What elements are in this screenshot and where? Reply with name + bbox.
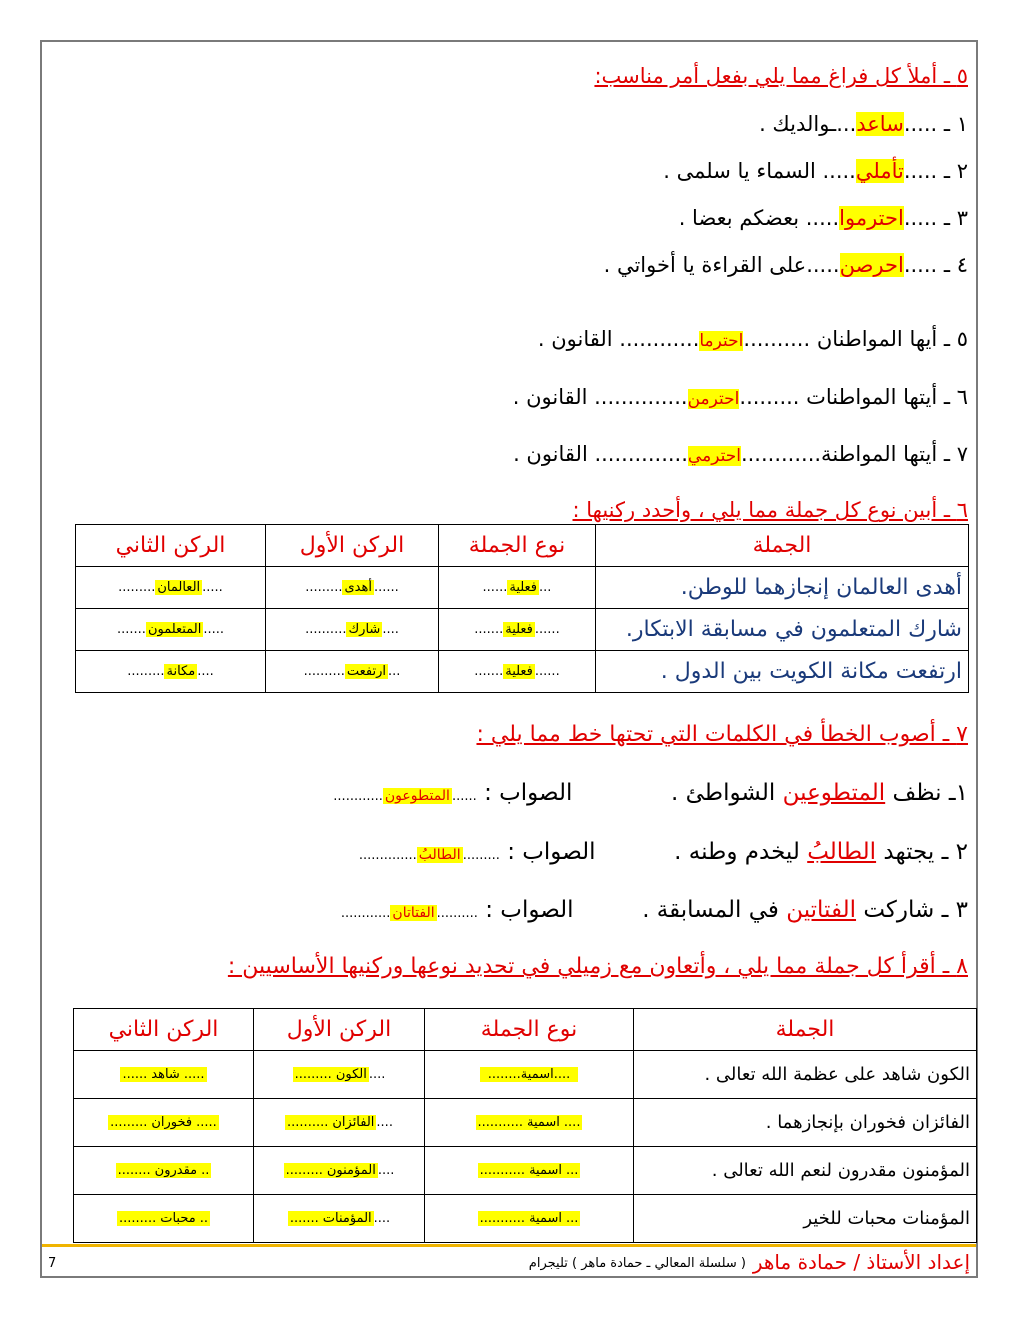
page-number: 7 xyxy=(48,1256,57,1271)
q8-second-2: .....فخوران......... xyxy=(74,1099,254,1147)
q7-wrong-1: المتطوعين xyxy=(782,780,886,806)
q6-type-1: ...فعلية...... xyxy=(439,567,596,609)
worksheet-page xyxy=(40,40,978,1278)
q6-header-second: الركن الثاني xyxy=(76,525,266,567)
table-row xyxy=(76,567,969,609)
q6-title: ٦ ـ أبين نوع كل جملة مما يلي ، وأحدد ركنيها : xyxy=(572,498,968,522)
q5-item-1: ١ ـ .....ساعد...ـوالديك . xyxy=(759,112,968,136)
q6-second-2: .....المتعلمون....... xyxy=(76,609,266,651)
q7-answer-1: المتطوعون xyxy=(384,788,450,804)
q8-type-1: ....اسمية........ xyxy=(425,1051,634,1099)
q8-first-2: ....الفائزان.......... xyxy=(254,1099,425,1147)
q5-item-4: ٤ ـ .....احرصن.....على القراءة يا أخواتي . xyxy=(603,253,968,277)
q6-header-row xyxy=(76,525,969,567)
q5-answer-7: احترمي xyxy=(687,446,741,466)
q7-answer-3: الفتاتان xyxy=(392,905,435,921)
q6-first-3: ...ارتفعت.......... xyxy=(266,651,439,693)
q5-answer-4: احرصن xyxy=(839,253,904,277)
q6-type-2: ......فعلية....... xyxy=(439,609,596,651)
q6-first-2: ....شارك.......... xyxy=(266,609,439,651)
q8-table xyxy=(73,1008,977,1243)
q8-sentence-1: الكون شاهد على عظمة الله تعالى . xyxy=(634,1051,977,1099)
q8-header-sentence: الجملة xyxy=(634,1009,977,1051)
q5-answer-2: تأملي xyxy=(855,159,904,183)
q5-item-7: ٧ ـ أيتها المواطنة............احترمي.............. القانون . xyxy=(513,442,968,466)
q7-item-3: ٣ ـ شاركت الفتاتين في المسابقة . الصواب : ..........الفتاتان............ xyxy=(340,897,968,923)
q6-header-type: نوع الجملة xyxy=(439,525,596,567)
q8-sentence-4: المؤمنات محبات للخير xyxy=(634,1195,977,1243)
q5-item-3: ٣ ـ .....احترموا..... بعضكم بعضا . xyxy=(678,206,968,230)
q7-wrong-2: الطالبُ xyxy=(807,839,877,865)
q6-header-sentence: الجملة xyxy=(596,525,969,567)
q8-header-row xyxy=(74,1009,977,1051)
table-row xyxy=(74,1051,977,1099)
q6-sentence-2: شارك المتعلمون في مسابقة الابتكار. xyxy=(596,609,969,651)
table-row xyxy=(74,1099,977,1147)
q7-wrong-3: الفتاتين xyxy=(786,897,857,923)
q8-type-2: ....اسمية........... xyxy=(425,1099,634,1147)
q5-title: ٥ ـ أملأ كل فراغ مما يلي بفعل أمر مناسب: xyxy=(594,64,968,88)
q8-sentence-3: المؤمنون مقدرون لنعم الله تعالى . xyxy=(634,1147,977,1195)
q8-title: ٨ ـ أقرأ كل جملة مما يلي ، وأتعاون مع زميلي في تحديد نوعها وركنيها الأساسيين : xyxy=(227,954,968,979)
table-row xyxy=(74,1147,977,1195)
q8-first-4: ....المؤمنات....... xyxy=(254,1195,425,1243)
q6-header-first: الركن الأول xyxy=(266,525,439,567)
q8-type-3: ...اسمية........... xyxy=(425,1147,634,1195)
q8-sentence-2: الفائزان فخوران بإنجازهما . xyxy=(634,1099,977,1147)
q8-header-first: الركن الأول xyxy=(254,1009,425,1051)
q5-item-2: ٢ ـ .....تأملي..... السماء يا سلمى . xyxy=(663,159,968,183)
q7-answer-2: الطالبُ xyxy=(418,847,461,863)
footer-author: إعداد الأستاذ / حمادة ماهر xyxy=(752,1250,970,1274)
table-row xyxy=(74,1195,977,1243)
q5-answer-1: ساعد xyxy=(856,112,904,136)
q7-title: ٧ ـ أصوب الخطأ في الكلمات التي تحتها خط مما يلي : xyxy=(476,722,968,747)
q8-first-1: ....الكون......... xyxy=(254,1051,425,1099)
q5-answer-5: احترما xyxy=(699,331,744,351)
q6-second-1: .....العالمان......... xyxy=(76,567,266,609)
q7-item-2: ٢ ـ يجتهد الطالبُ ليخدم وطنه . الصواب : .........الطالبُ.............. xyxy=(358,839,968,865)
footer-series: ( سلسلة المعالي ـ حمادة ماهر ) تليجرام xyxy=(528,1256,746,1271)
q8-first-3: ....المؤمنون......... xyxy=(254,1147,425,1195)
q6-first-1: ......أهدى......... xyxy=(266,567,439,609)
q8-second-3: ..مقدرون........ xyxy=(74,1147,254,1195)
q8-second-1: .....شاهد...... xyxy=(74,1051,254,1099)
table-row xyxy=(76,651,969,693)
q5-answer-3: احترموا xyxy=(839,206,904,230)
q8-header-second: الركن الثاني xyxy=(74,1009,254,1051)
footer-divider xyxy=(42,1244,976,1247)
q8-second-4: ..محبات......... xyxy=(74,1195,254,1243)
q8-header-type: نوع الجملة xyxy=(425,1009,634,1051)
q6-table xyxy=(75,524,969,693)
q7-item-1: ١ـ نظف المتطوعين الشواطئ . الصواب : ......المتطوعون............ xyxy=(333,780,968,806)
q6-sentence-1: أهدى العالمان إنجازهما للوطن. xyxy=(596,567,969,609)
table-row xyxy=(76,609,969,651)
q6-type-3: ......فعلية....... xyxy=(439,651,596,693)
q5-item-6: ٦ ـ أيتها المواطنات .........احترمن.............. القانون . xyxy=(512,385,968,409)
q8-type-4: ...اسمية........... xyxy=(425,1195,634,1243)
q6-second-3: ....مكانة......... xyxy=(76,651,266,693)
q5-answer-6: احترمن xyxy=(687,389,740,409)
q6-sentence-3: ارتفعت مكانة الكويت بين الدول . xyxy=(596,651,969,693)
q5-item-5: ٥ ـ أيها المواطنان ..........احترما............ القانون . xyxy=(537,327,968,351)
